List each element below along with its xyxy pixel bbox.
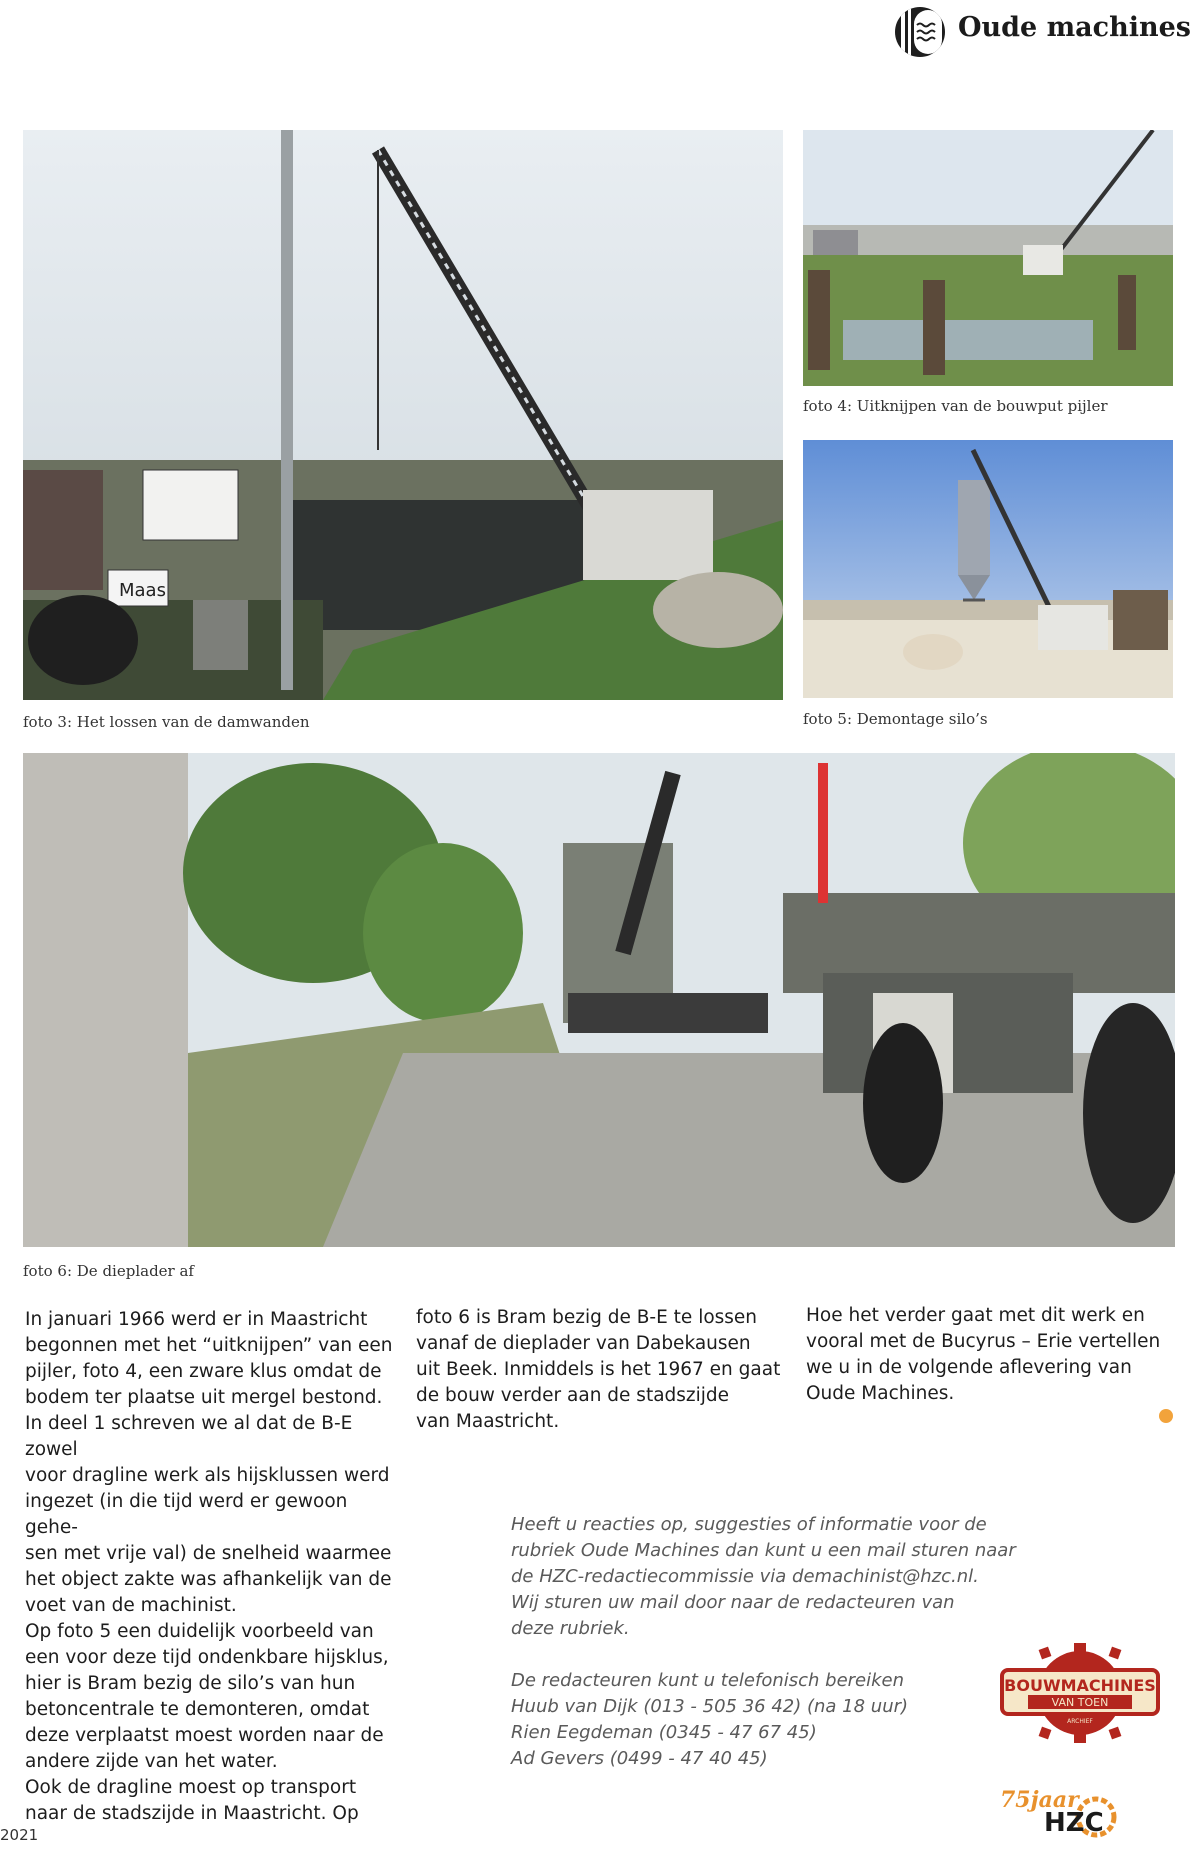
article-column-3: Hoe het verder gaat met dit werk en vooral met de Bucyrus – Erie vertellen we u in de volgende aflevering van Oude Machines.	[806, 1305, 1161, 1404]
hzc-75-logo	[1000, 1781, 1132, 1839]
bouwmachines-van-toen-badge	[1000, 1643, 1160, 1743]
badge-line-1: BOUWMACHINES	[1004, 1676, 1156, 1695]
photo-4-caption: foto 4: Uitknijpen van de bouwput pijler	[803, 397, 1108, 415]
photo-5-silo-dismantling	[803, 440, 1173, 698]
water-waves-icon	[895, 7, 945, 57]
photo-6-low-loader	[23, 753, 1175, 1247]
orange-dot-marker	[1159, 1409, 1173, 1423]
article-column-2: foto 6 is Bram bezig de B-E te lossen vanaf de dieplader van Dabekausen uit Beek. Inmiddels is het 1967 en gaat de bouw verder aan de stadszijde van Maastricht.	[416, 1307, 781, 1432]
photo-4-bouwput-pijler	[803, 130, 1173, 386]
hzc-name-text: HZC	[1044, 1808, 1104, 1838]
badge-line-2: VAN TOEN	[1051, 1696, 1109, 1709]
hzc-years-text: 75jaar	[1000, 1787, 1079, 1813]
photo-3-crane-unloading	[23, 130, 783, 700]
article-column-1: In januari 1966 werd er in Maastricht begonnen met het “uitknijpen” van een pijler, foto 4, een zware klus omdat de bodem ter plaatse uit mergel bestond. In deel 1 schreven we al dat de B-E zowel voor dragline werk als hijsklussen werd ingezet (in die tijd werd er gewoon gehe- sen met vrije val) de snelheid waarmee het object zakte was afhankelijk van de voet van de machinist. Op foto 5 een duidelijk voorbeeld van een voor deze tijd ondenkbare hijsklus, hier is Bram bezig de silo’s van hun betoncentrale te demonteren, omdat deze verplaatst moest worden naar de andere zijde van het water. Ook de dragline moest op transport naar de stadszijde in Maastricht. Op	[25, 1309, 393, 1824]
contact-info: Heeft u reacties op, suggesties of informatie voor de rubriek Oude Machines dan kunt u een mail sturen naar de HZC-redactiecommissie via demachinist@hzc.nl. Wij sturen uw mail door naar de redacteuren van deze rubriek. De redacteuren kunt u telefonisch bereiken Huub van Dijk (013 - 505 36 42) (na 18 uur) Rien Eegdeman (0345 - 47 67 45) Ad Gevers (0499 - 47 40 45)	[511, 1514, 1016, 1769]
photo-5-caption: foto 5: Demontage silo’s	[803, 710, 988, 728]
photo-3-caption: foto 3: Het lossen van de damwanden	[23, 713, 310, 731]
photo-6-caption: foto 6: De dieplader af	[23, 1262, 194, 1280]
page-number: 2021	[0, 1826, 39, 1844]
maas-sign-text: Maas	[119, 580, 166, 601]
badge-line-3: ARCHIEF	[1067, 1718, 1093, 1725]
section-title: Oude machines	[958, 12, 1192, 43]
